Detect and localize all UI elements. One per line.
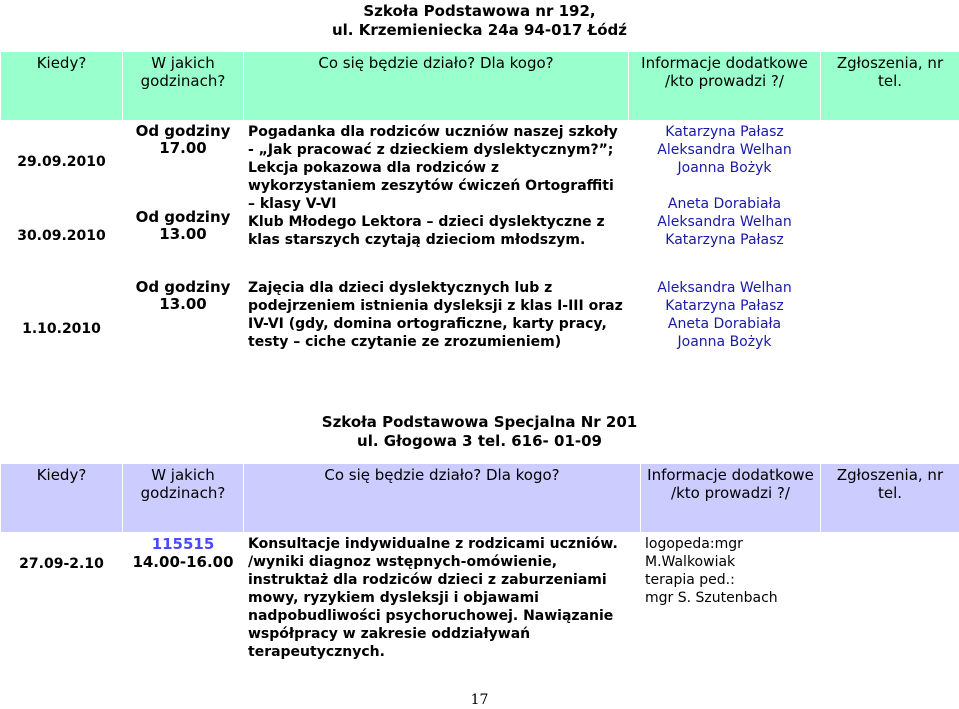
header-what: Co się będzie działo? Dla kogo? [244,464,641,533]
info-cell [629,277,821,382]
who-3: Joanna Bożyk [677,334,772,350]
who-3: mgr S. Szutenbach [645,590,778,606]
who-b-2: Katarzyna Pałasz [665,232,784,248]
date-cell: 27.09-2.10 [1,533,123,683]
info-cell [629,121,821,277]
signup-cell [821,277,959,382]
school2-header-row [1,464,959,533]
header-what: Co się będzie działo? Dla kogo? [244,52,629,121]
description-b: Klub Młodego Lektora – dzieci dyslektyczne z klas starszych czytają dzieciom młodszym. [248,214,605,248]
school1-schedule-table [0,51,959,382]
description-a: Pogadanka dla rodziców uczniów naszej szkoły - „Jak pracować z dzieckiem dyslektycznym?”; Lekcja pokazowa dla rodziców z wykorzystaniem zeszytów ćwiczeń Ortograffiti – klasy V-VI [248,124,618,212]
who-2: Aneta Dorabiała [667,316,782,332]
description-cell: Zajęcia dla dzieci dyslektycznych lub z podejrzeniem istnienia dysleksji z klas I-III oraz IV-VI (gdy, domina ortograficzne, karty pracy, testy – ciche czytanie ze zrozumieniem) [244,277,629,382]
header-signup: Zgłoszenia, nr tel. [821,52,959,121]
header-when: Kiedy? [1,464,123,533]
school1-header-row [1,52,959,121]
header-info: Informacje dodatkowe /kto prowadzi ?/ [629,52,821,121]
who-b-0: Aneta Dorabiała [667,196,782,212]
who-a-2: Joanna Bożyk [677,160,772,176]
hours-cell [123,121,244,277]
header-hours: W jakich godzinach? [123,52,244,121]
date-cell: 1.10.2010 [1,277,123,382]
school1-name: Szkoła Podstawowa nr 192, [363,2,596,20]
who-0: Aleksandra Welhan [657,280,792,296]
who-0: logopeda:mgr [645,536,743,552]
school2-name: Szkoła Podstawowa Specjalna Nr 201 [321,413,638,431]
hours-cell: Od godziny 13.00 [123,277,244,382]
who-2: terapia ped.: [645,572,735,588]
school2-address: ul. Głogowa 3 tel. 616- 01-09 [357,432,602,450]
page-number: 17 [470,692,489,708]
header-when: Kiedy? [1,52,123,121]
hours-b: Od godziny 13.00 [135,208,231,243]
who-a-0: Katarzyna Pałasz [665,124,784,140]
hours-value: 14.00-16.00 [132,553,234,571]
date-cell [1,121,123,277]
who-b-1: Aleksandra Welhan [657,214,792,230]
hours-cell [123,533,244,683]
header-signup: Zgłoszenia, nr tel. [821,464,959,533]
table-row [1,277,959,382]
school2-schedule-table [0,463,959,683]
school1-address: ul. Krzemieniecka 24a 94-017 Łódź [331,21,628,39]
who-1: M.Walkowiak [645,554,736,570]
date-b: 30.09.2010 [17,227,106,244]
who-a-1: Aleksandra Welhan [657,142,792,158]
header-info: Informacje dodatkowe /kto prowadzi ?/ [641,464,821,533]
info-cell [641,533,821,683]
date-a: 29.09.2010 [17,153,106,170]
description-cell [244,121,629,277]
hours-a: Od godziny 17.00 [135,122,231,157]
description-cell: Konsultacje indywidualne z rodzicami uczniów. /wyniki diagnoz wstępnych-omówienie, instruktaż dla rodziców dzieci z zaburzeniami mowy, ryzykiem dysleksji i objawami nadpobudliwości psychoruchowej. Nawiązanie współpracy w zakresie oddziaływań terapeutycznych. [244,533,641,683]
table-row [1,533,959,683]
header-hours: W jakich godzinach? [123,464,244,533]
room-number: 115515 [151,535,215,553]
signup-cell [821,533,959,683]
signup-cell [821,121,959,277]
who-1: Katarzyna Pałasz [665,298,784,314]
table-row [1,121,959,277]
